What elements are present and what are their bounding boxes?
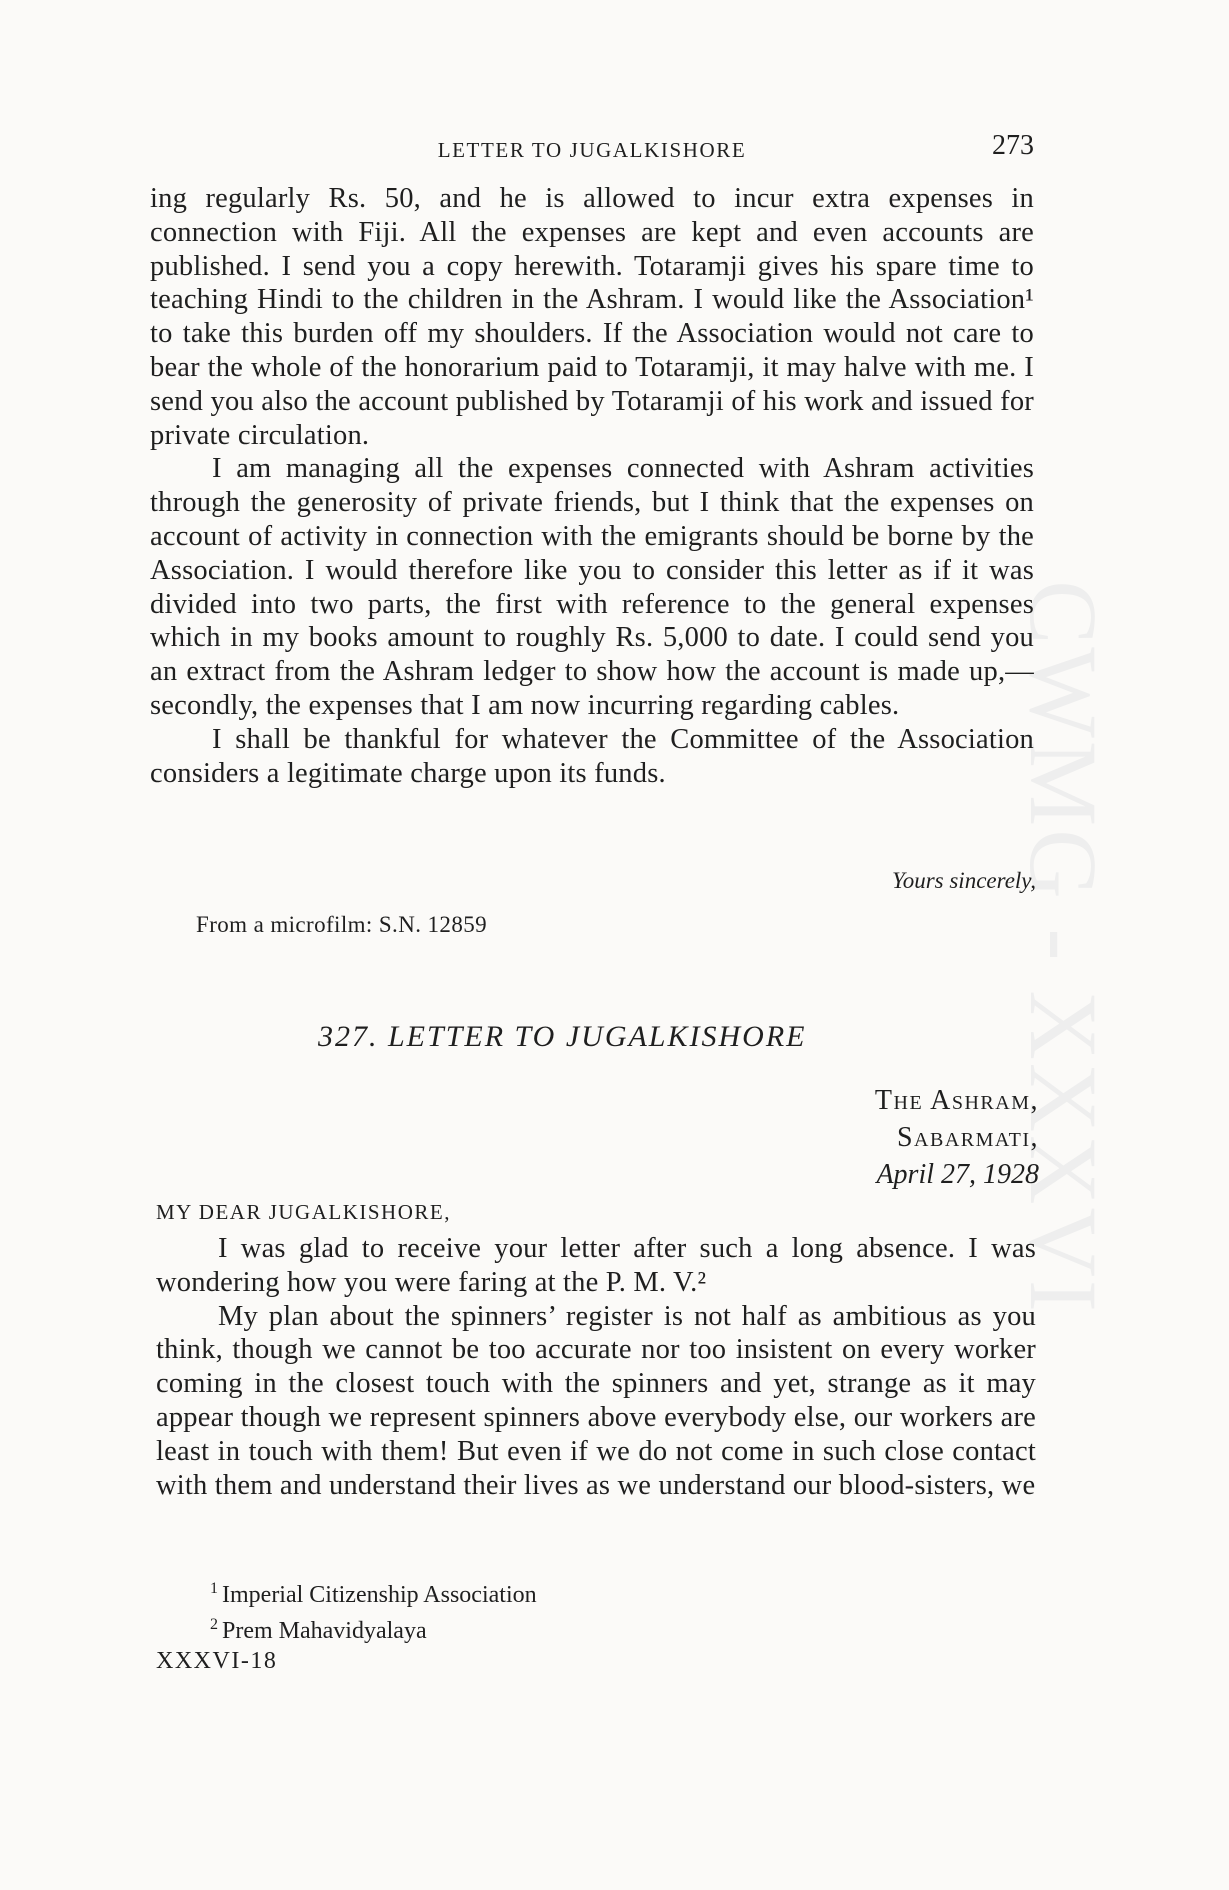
- paragraph: ing regularly Rs. 50, and he is allowed to incur extra expenses in connection with Fiji. All the expenses are kept and even accounts are published. I send you a copy herewith. Totaramji gives his spare time to teaching Hindi to the children in the Ashram. I would like the Association¹ to take this burden off my shoulders. If the Association would not care to bear the whole of the honorarium paid to Totaramji, it may halve with me. I send you also the account published by Totaramji of his work and issued for private circulation.: [150, 183, 1034, 451]
- footnote: [210, 1610, 537, 1646]
- page-header: [150, 130, 1034, 170]
- footnote-text: Imperial Citizenship Association: [222, 1582, 537, 1608]
- letter2-body: [156, 1232, 1036, 1502]
- address-block: [875, 1082, 1039, 1193]
- paragraph: I was glad to receive your letter after such a long absence. I was wondering how you were faring at the P. M. V.²: [156, 1233, 1036, 1298]
- paragraph: My plan about the spinners’ register is not half as ambitious as you think, though we cannot be too accurate nor too insistent on every worker coming in the closest touch with the spinners and yet, strange as it may appear though we represent spinners above everybody else, our workers are least in touch with them! But even if we do not come in such close contact with them and understand their lives as we understand our blood-sisters, we: [156, 1300, 1036, 1501]
- watermark-text: CWMG - XXXVI: [1009, 580, 1117, 1315]
- closing: Yours sincerely,: [892, 868, 1036, 893]
- page-number: 273: [992, 130, 1034, 161]
- volume-mark: XXXVI-18: [156, 1648, 278, 1674]
- letter-date: April 27, 1928: [876, 1159, 1039, 1190]
- footnote-mark: 2: [210, 1616, 218, 1633]
- footnote-mark: 1: [210, 1580, 218, 1597]
- footnotes: [210, 1574, 537, 1646]
- paragraph: I am managing all the expenses connected with Ashram activities through the generosity of private friends, but I think that the expenses on account of activity in connection with the emigrants should be borne by the Association. I would therefore like you to consider this letter as if it was divided into two parts, the first with reference to the general expenses which in my books amount to roughly Rs. 5,000 to date. I could send you an extract from the Ashram ledger to show how the account is made up,— secondly, the expenses that I am now incurring regarding cables.: [150, 453, 1034, 721]
- running-head: LETTER TO JUGALKISHORE: [437, 138, 747, 162]
- salutation: MY DEAR JUGALKISHORE,: [156, 1200, 451, 1224]
- letter1-body: [150, 182, 1034, 790]
- source-note: From a microfilm: S.N. 12859: [196, 912, 488, 937]
- footnote: [210, 1574, 537, 1610]
- letter-heading: 327. LETTER TO JUGALKISHORE: [318, 1020, 807, 1053]
- address-line: The Ashram,: [874, 1085, 1039, 1116]
- paragraph: I shall be thankful for whatever the Committee of the Association considers a legitimate charge upon its funds.: [150, 723, 1034, 789]
- footnote-text: Prem Mahavidyalaya: [222, 1618, 427, 1644]
- address-line: Sabarmati,: [896, 1122, 1039, 1153]
